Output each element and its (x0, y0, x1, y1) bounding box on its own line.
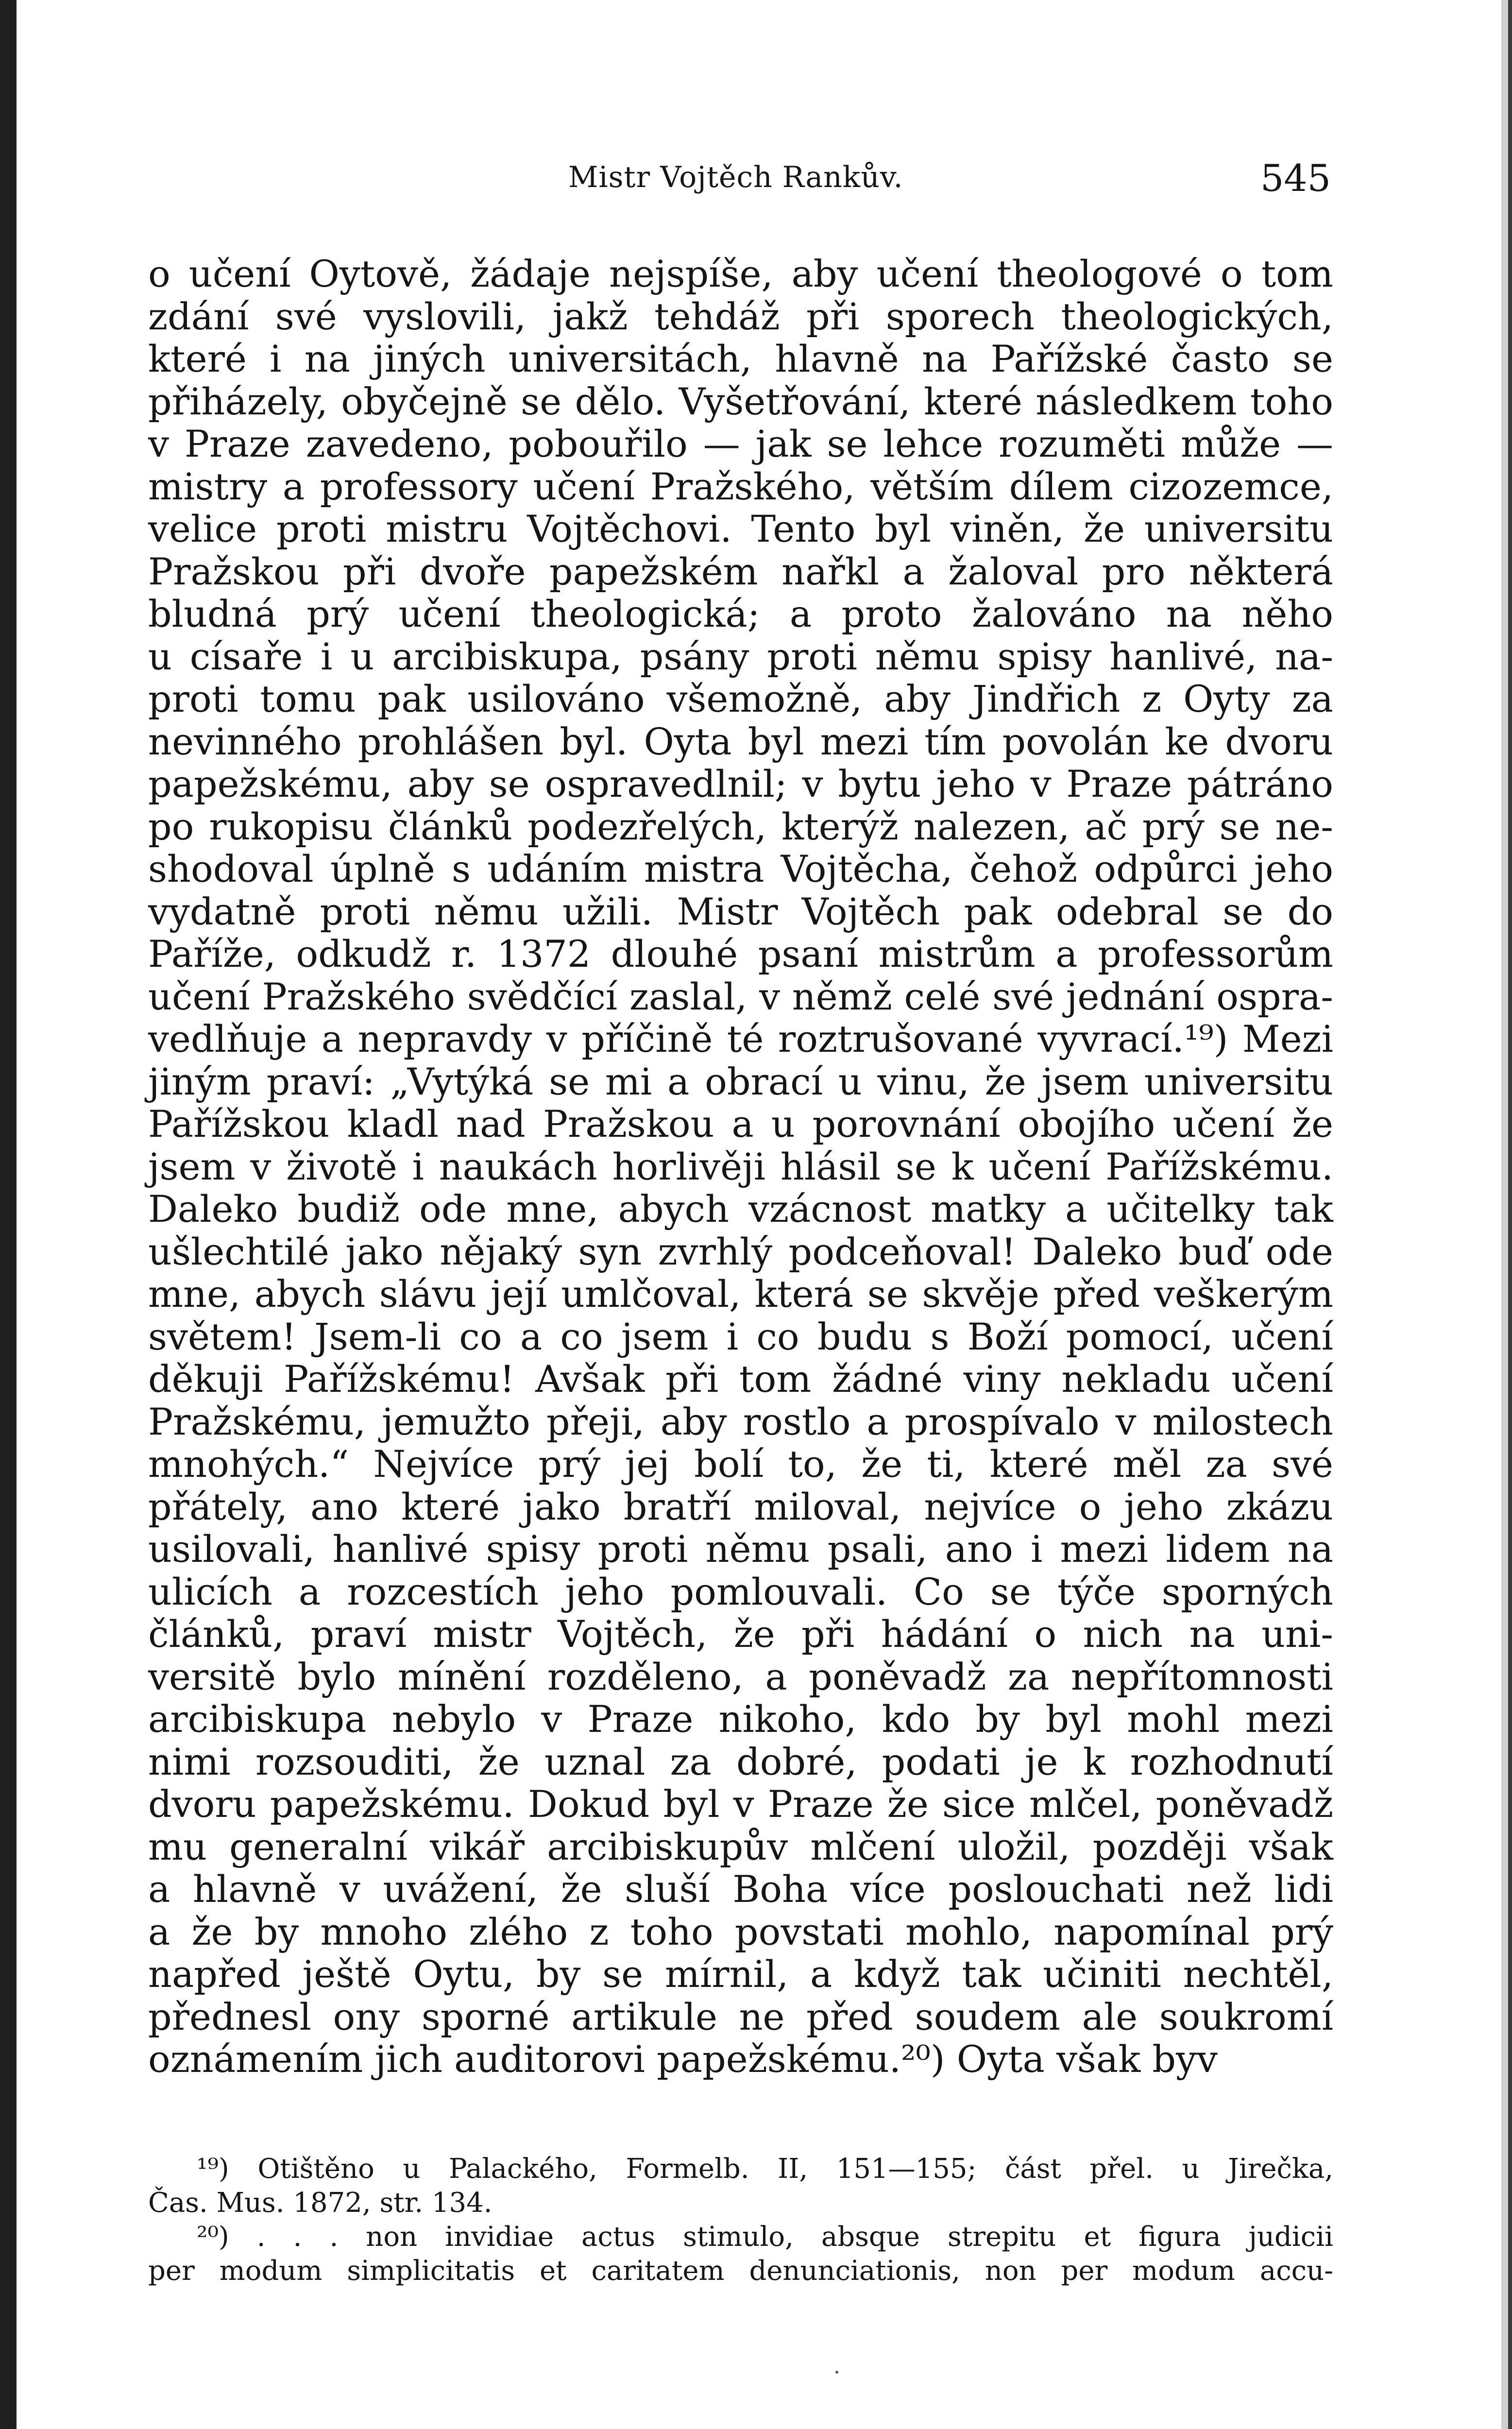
text-line: mistry a professory učení Pražského, větším dílem cizozemce, (148, 464, 1333, 508)
text-line: usilovali, hanlivé spisy proti němu psali, ano i mezi lidem na (148, 1527, 1333, 1571)
text-line: nevinného prohlášen byl. Oyta byl mezi tím povolán ke dvoru (148, 719, 1333, 763)
text-line: oznámením jich auditorovi papežskému.²⁰) Oyta však byv (148, 2037, 1218, 2081)
text-line: přednesl ony sporné artikule ne před soudem ale soukromí (148, 1995, 1333, 2038)
text-line: arcibiskupa nebylo v Praze nikoho, kdo by byl mohl mezi (148, 1697, 1333, 1741)
text-line: Daleko budiž ode mne, abych vzácnost matky a učitelky tak (148, 1187, 1333, 1231)
footnotes (148, 2152, 1333, 2288)
text-line: napřed ještě Oytu, by se mírnil, a když tak učiniti nechtěl, (148, 1952, 1333, 1996)
page-header (146, 156, 1331, 204)
footnote-20: ²⁰) . . . non invidiae actus stimulo, absque strepitu et figura judicii (197, 2221, 1333, 2253)
text-line: mu generalní vikář arcibiskupův mlčení uložil, později však (148, 1825, 1333, 1868)
text-line: jiným praví: „Vytýká se mi a obrací u vinu, že jsem universitu (148, 1060, 1333, 1103)
footnote-19-cont: Čas. Mus. 1872, str. 134. (148, 2187, 493, 2219)
text-line: shodoval úplně s udáním mistra Vojtěcha, čehož odpůrci jeho (148, 847, 1333, 890)
text-line: a hlavně v uvážení, že sluší Boha více poslouchati než lidi (148, 1867, 1333, 1911)
text-line: bludná prý učení theologická; a proto žalováno na něho (148, 592, 1333, 635)
text-line: ušlechtilé jako nějaký syn zvrhlý podceňoval! Daleko buď ode (148, 1230, 1333, 1273)
text-line: přiházely, obyčejně se dělo. Vyšetřování, které následkem toho (148, 379, 1333, 423)
text-line: přátely, ano které jako bratří miloval, nejvíce o jeho zkázu (148, 1485, 1333, 1528)
text-line: světem! Jsem-li co a co jsem i co budu s Boží pomocí, učení (148, 1315, 1333, 1358)
text-line: Paříže, odkudž r. 1372 dlouhé psaní mistrům a professorům (148, 932, 1333, 975)
running-title: Mistr Vojtěch Rankův. (568, 160, 903, 194)
footnote-19: ¹⁹) Otištěno u Palackého, Formelb. II, 151—155; část přel. u Jirečka, (197, 2153, 1333, 2185)
print-speck (835, 2371, 838, 2374)
text-line: učení Pražského svědčící zaslal, v němž celé své jednání ospra- (148, 975, 1333, 1018)
text-line: děkuji Pařížskému! Avšak při tom žádné viny nekladu učení (148, 1357, 1333, 1401)
text-line: ulicích a rozcestích jeho pomlouvali. Co se týče sporných (148, 1570, 1333, 1613)
text-line: jsem v životě i naukách horlivěji hlásil se k učení Pařížskému. (148, 1145, 1333, 1188)
text-line: versitě bylo mínění rozděleno, a poněvadž za nepřítomnosti (148, 1655, 1333, 1698)
text-line: dvoru papežskému. Dokud byl v Praze že sice mlčel, poněvadž (148, 1782, 1333, 1826)
text-line: zdání své vyslovili, jakž tehdáž při sporech theologických, (148, 294, 1333, 338)
text-line: mne, abych slávu její umlčoval, která se skvěje před veškerým (148, 1272, 1333, 1316)
text-line: vydatně proti němu užili. Mistr Vojtěch pak odebral se do (148, 889, 1333, 933)
text-line: mnohých.“ Nejvíce prý jej bolí to, že ti, které měl za své (148, 1442, 1333, 1486)
body-text (148, 253, 1333, 2081)
text-line: v Praze zavedeno, pobouřilo — jak se lehce rozuměti může — (148, 422, 1333, 465)
text-line: proti tomu pak usilováno všemožně, aby Jindřich z Oyty za (148, 677, 1333, 720)
footnote-20-cont: per modum simplicitatis et caritatem denunciationis, non per modum accu- (148, 2255, 1333, 2287)
text-line: papežskému, aby se ospravedlnil; v bytu jeho v Praze pátráno (148, 762, 1333, 805)
text-line: článků, praví mistr Vojtěch, že při hádání o nich na uni- (148, 1612, 1333, 1656)
text-line: o učení Oytově, žádaje nejspíše, aby učení theologové o tom (148, 252, 1333, 295)
text-line: po rukopisu článků podezřelých, kterýž nalezen, ač prý se ne- (148, 804, 1333, 848)
text-line: Pražskou při dvoře papežském nařkl a žaloval pro některá (148, 549, 1333, 593)
text-line: vedlňuje a nepravdy v příčině té roztrušované vyvrací.¹⁹) Mezi (148, 1017, 1333, 1061)
text-line: Pařížskou kladl nad Pražskou a u porovnání obojího učení že (148, 1102, 1333, 1146)
text-line: a že by mnoho zlého z toho povstati mohlo, napomínal prý (148, 1910, 1333, 1953)
text-line: u císaře i u arcibiskupa, psány proti němu spisy hanlivé, na- (148, 634, 1333, 678)
text-line: které i na jiných universitách, hlavně na Pařížské často se (148, 337, 1333, 380)
text-line: velice proti mistru Vojtěchovi. Tento byl viněn, že universitu (148, 507, 1333, 550)
page-right-shadow (1508, 0, 1512, 2429)
page-left-edge (0, 0, 17, 2429)
text-line: nimi rozsouditi, že uznal za dobré, podati je k rozhodnutí (148, 1740, 1333, 1783)
text-line: Pražskému, jemužto přeji, aby rostlo a prospívalo v milostech (148, 1400, 1333, 1443)
page-number: 545 (1260, 156, 1331, 200)
